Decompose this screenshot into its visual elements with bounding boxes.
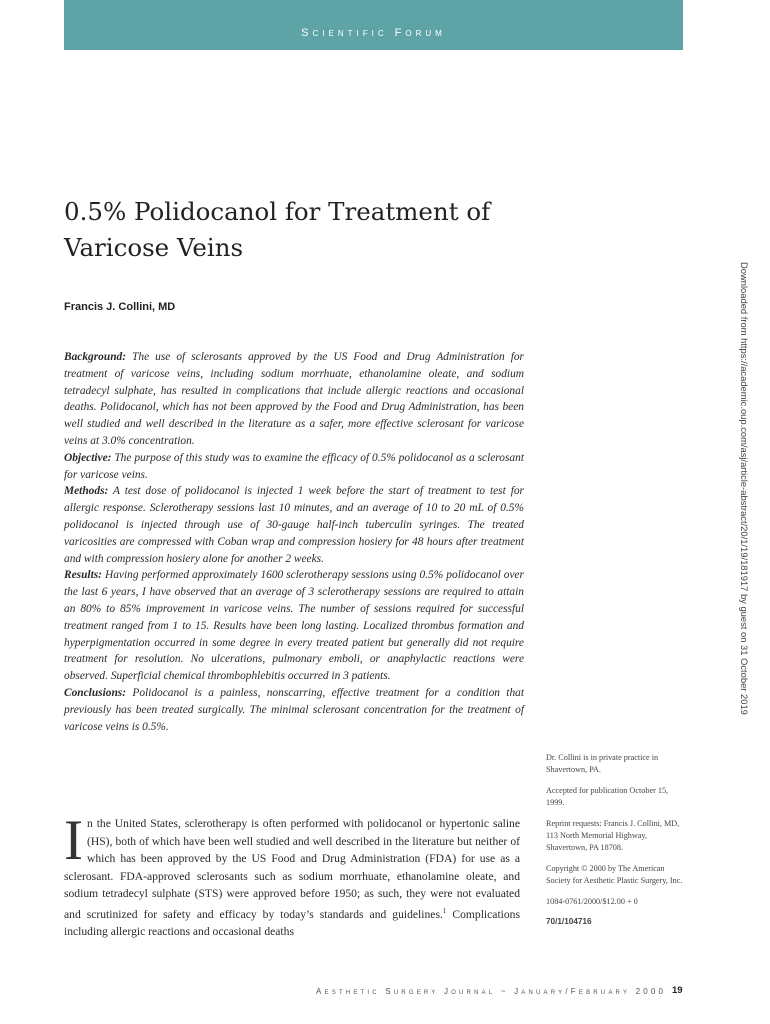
abstract	[64, 349, 524, 735]
article-code: 70/1/104716	[546, 917, 592, 927]
abstract-label: Objective:	[64, 451, 112, 464]
issn-price: 1084-0761/2000/$12.00 + 0	[546, 896, 638, 906]
abstract-text: A test dose of polidocanol is injected 1 week before the start of treatment to test for allergic response. Sclerotherapy sessions last 10 minutes, and an average of 10 to 20 mL of 0.5% polidocanol is injected through use of 30-gauge half-inch tuberculin syringes. The treated varicosities are compressed with Coban wrap and compression hosiery for 48 hours after treatment and with compression hosiery alone for another 2 weeks.	[64, 485, 524, 565]
footnote-reference[interactable]: 1	[442, 906, 447, 915]
abstract-methods	[64, 483, 524, 567]
page-number: 19	[672, 985, 683, 996]
abstract-text: Polidocanol is a painless, nonscarring, effective treatment for a condition that previously has been treated surgically. The minimal sclerosant concentration for the treatment of varicose veins is 0.5%.	[64, 686, 524, 733]
abstract-conclusions	[64, 685, 524, 735]
reprint-requests: Reprint requests: Francis J. Collini, MD, 113 North Memorial Highway, Shavertown, PA 18708.	[546, 818, 680, 853]
abstract-background	[64, 349, 524, 450]
abstract-label: Results:	[64, 569, 102, 582]
article-title: 0.5% Polidocanol for Treatment of Varicose Veins	[64, 197, 491, 262]
abstract-text: Having performed approximately 1600 sclerotherapy sessions using 0.5% polidocanol over the last 6 years, I have observed that an average of 3 sclerotherapy sessions are required to attain an 80% to 85% improvement in varicose veins. The number of sessions required for successful treatment ranged from 1 to 15. Results have been long lasting. Localized thrombus formation and hyperpigmentation occurred in some degree in every treated patient but generally did not require treatment for resolution. No ulcerations, pulmonary emboli, or anaphylactic reactions were observed. Superficial chemical thrombophlebitis occurred in 3 patients.	[64, 569, 524, 683]
abstract-label: Background:	[64, 351, 127, 363]
accepted-date: Accepted for publication October 15, 1999.	[546, 785, 669, 808]
body-paragraph	[64, 809, 520, 940]
abstract-label: Conclusions:	[64, 686, 127, 699]
abstract-label: Methods:	[64, 485, 109, 498]
abstract-results	[64, 567, 524, 685]
body-text-continued: Complications including allergic reactions and occasional deaths	[64, 907, 520, 938]
header-bar	[64, 0, 683, 50]
article-info-sidebar	[546, 752, 686, 936]
author-affiliation: Dr. Collini is in private practice in Shavertown, PA.	[546, 753, 659, 775]
copyright-notice: Copyright © 2000 by The American Society for Aesthetic Plastic Surgery, Inc.	[546, 863, 683, 886]
abstract-text: The use of sclerosants approved by the US Food and Drug Administration for treatment of varicose veins, including sodium morrhuate, ethanolamine oleate, and sodium tetradecyl sulphate, has resulted in complications that include allergic reactions and occasional deaths. Polidocanol, which has not been approved by the Food and Drug Administration, has been well studied and well described in the literature as a safer, more effective sclerosant for varicose veins at 3.0% concentration.	[64, 351, 524, 447]
footer-journal-name: Aesthetic Surgery Journal ~ January/February 2000	[316, 987, 667, 996]
author-name: Francis J. Collini, MD	[64, 301, 176, 313]
download-watermark: Downloaded from https://academic.oup.com/asj/article-abstract/20/1/19/181917 by guest on 31 October 2019	[739, 262, 750, 715]
abstract-text: The purpose of this study was to examine the efficacy of 0.5% polidocanol as a sclerosant for varicose veins.	[64, 451, 524, 481]
body-text: n the United States, sclerotherapy is often performed with polidocanol or hypertonic saline (HS), both of which have been well studied and well described in the literature but neither of which has been approved by the US Food and Drug Administration (FDA) for use as a sclerosant. FDA-approved sclerosants such as sodium morrhuate, ethanolamine oleate, and sodium tetradecyl sulphate (STS) were approved before 1950; as such, they were not evaluated and scrutinized for safety and efficacy by today’s standards and guidelines.	[64, 817, 520, 921]
drop-cap: I	[64, 809, 83, 872]
abstract-objective	[64, 450, 524, 484]
section-label: Scientific Forum	[301, 27, 446, 39]
